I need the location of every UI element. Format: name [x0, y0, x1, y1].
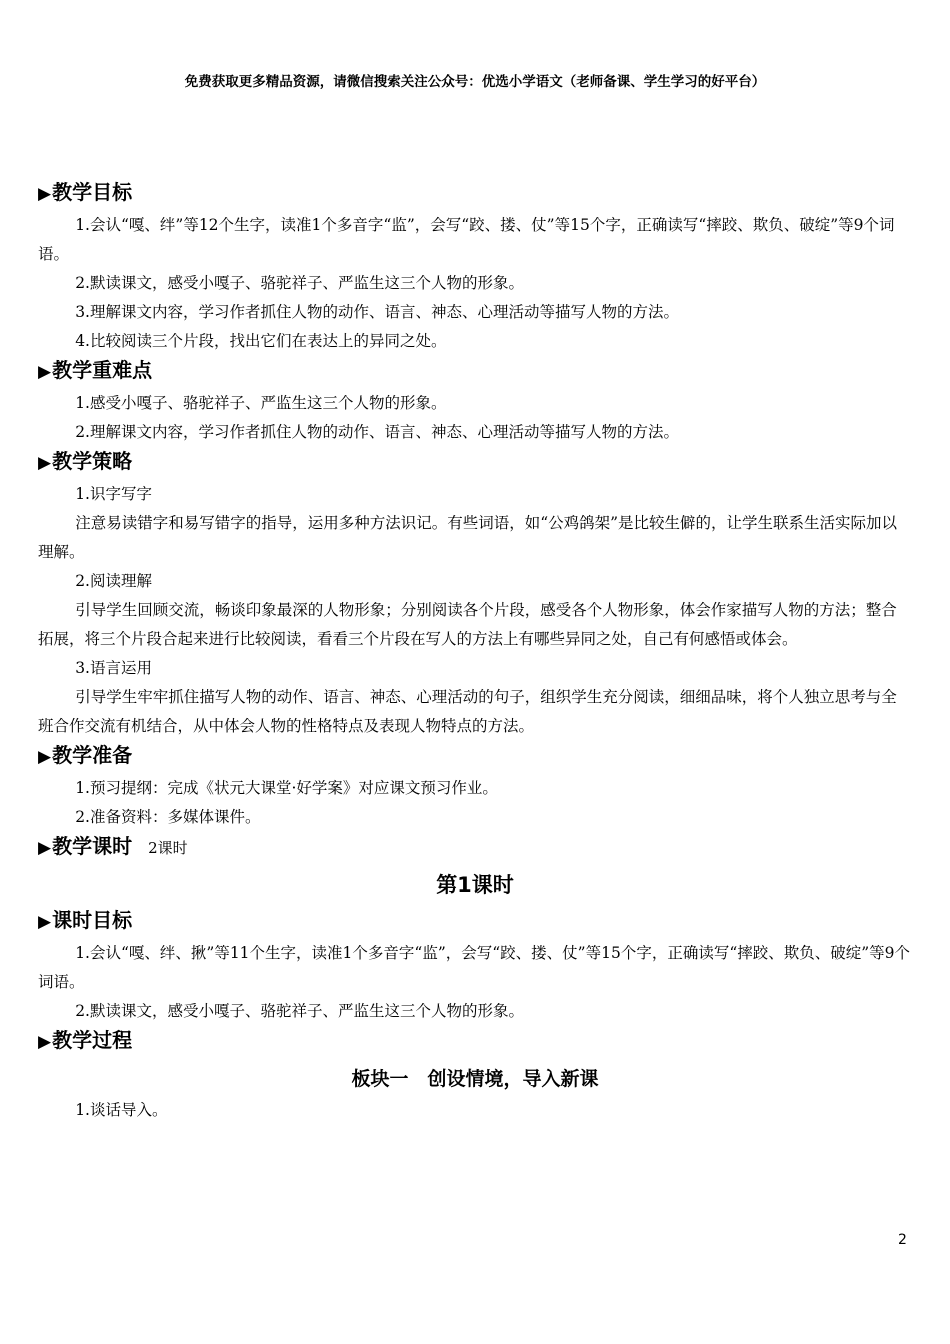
triangle-icon: ▶ [38, 912, 52, 932]
paragraph: 1.谈话导入。 [75, 1101, 168, 1119]
document-body [38, 178, 912, 1125]
section-heading-preparation: ▶教学准备 [38, 743, 133, 767]
triangle-icon: ▶ [38, 453, 52, 473]
section-heading-key-points: ▶教学重难点 [38, 358, 153, 382]
paragraph: 2.理解课文内容，学习作者抓住人物的动作、语言、神态、心理活动等描写人物的方法。 [75, 423, 679, 441]
page-header: 免费获取更多精品资源，请微信搜索关注公众号：优选小学语文（老师备课、学生学习的好平台） [184, 74, 766, 90]
block-title: 板块一 创设情境，导入新课 [351, 1068, 599, 1090]
hours-value: 2课时 [148, 839, 188, 857]
paragraph: 3.语言运用 [75, 659, 152, 677]
paragraph: 注意易读错字和易写错字的指导，运用多种方法识记。有些词语，如“公鸡鸽架”是比较生僻的，让学生联系生活实际加以理解。 [38, 514, 898, 561]
triangle-icon: ▶ [38, 184, 52, 204]
section-heading-hours: ▶教学课时 2课时 [38, 834, 188, 858]
paragraph: 1.会认“嘎、绊、揪”等11个生字，读准1个多音字“监”，会写“跤、搂、仗”等15个字，正确读写“摔跤、欺负、破绽”等9个词语。 [38, 944, 911, 991]
triangle-icon: ▶ [38, 362, 52, 382]
paragraph: 1.预习提纲：完成《状元大课堂·好学案》对应课文预习作业。 [75, 779, 498, 797]
triangle-icon: ▶ [38, 838, 52, 858]
section-heading-lesson-goals: ▶课时目标 [38, 908, 133, 932]
paragraph: 引导学生牢牢抓住描写人物的动作、语言、神态、心理活动的句子，组织学生充分阅读，细细品味，将个人独立思考与全班合作交流有机结合，从中体会人物的性格特点及表现人物特点的方法。 [38, 688, 897, 735]
paragraph: 2.默读课文，感受小嘎子、骆驼祥子、严监生这三个人物的形象。 [75, 1002, 524, 1020]
section-heading-strategy: ▶教学策略 [38, 449, 133, 473]
page-number: 2 [898, 1232, 907, 1248]
paragraph: 引导学生回顾交流，畅谈印象最深的人物形象；分别阅读各个片段，感受各个人物形象，体会作家描写人物的方法；整合拓展，将三个片段合起来进行比较阅读，看看三个片段在写人的方法上有哪些异同之处，自己有何感悟或体会。 [38, 601, 897, 648]
paragraph: 2.准备资料：多媒体课件。 [75, 808, 261, 826]
triangle-icon: ▶ [38, 747, 52, 767]
paragraph: 1.识字写字 [75, 485, 152, 503]
paragraph: 2.默读课文，感受小嘎子、骆驼祥子、严监生这三个人物的形象。 [75, 274, 524, 292]
section-heading-goals: ▶教学目标 [38, 180, 133, 204]
triangle-icon: ▶ [38, 1032, 52, 1052]
lesson-title: 第1课时 [436, 873, 514, 897]
paragraph: 2.阅读理解 [75, 572, 152, 590]
paragraph: 3.理解课文内容，学习作者抓住人物的动作、语言、神态、心理活动等描写人物的方法。 [75, 303, 679, 321]
paragraph: 1.会认“嘎、绊”等12个生字，读准1个多音字“监”，会写“跤、搂、仗”等15个字，正确读写“摔跤、欺负、破绽”等9个词语。 [38, 216, 895, 263]
paragraph: 1.感受小嘎子、骆驼祥子、严监生这三个人物的形象。 [75, 394, 447, 412]
paragraph: 4.比较阅读三个片段，找出它们在表达上的异同之处。 [75, 332, 447, 350]
section-heading-process: ▶教学过程 [38, 1028, 133, 1052]
